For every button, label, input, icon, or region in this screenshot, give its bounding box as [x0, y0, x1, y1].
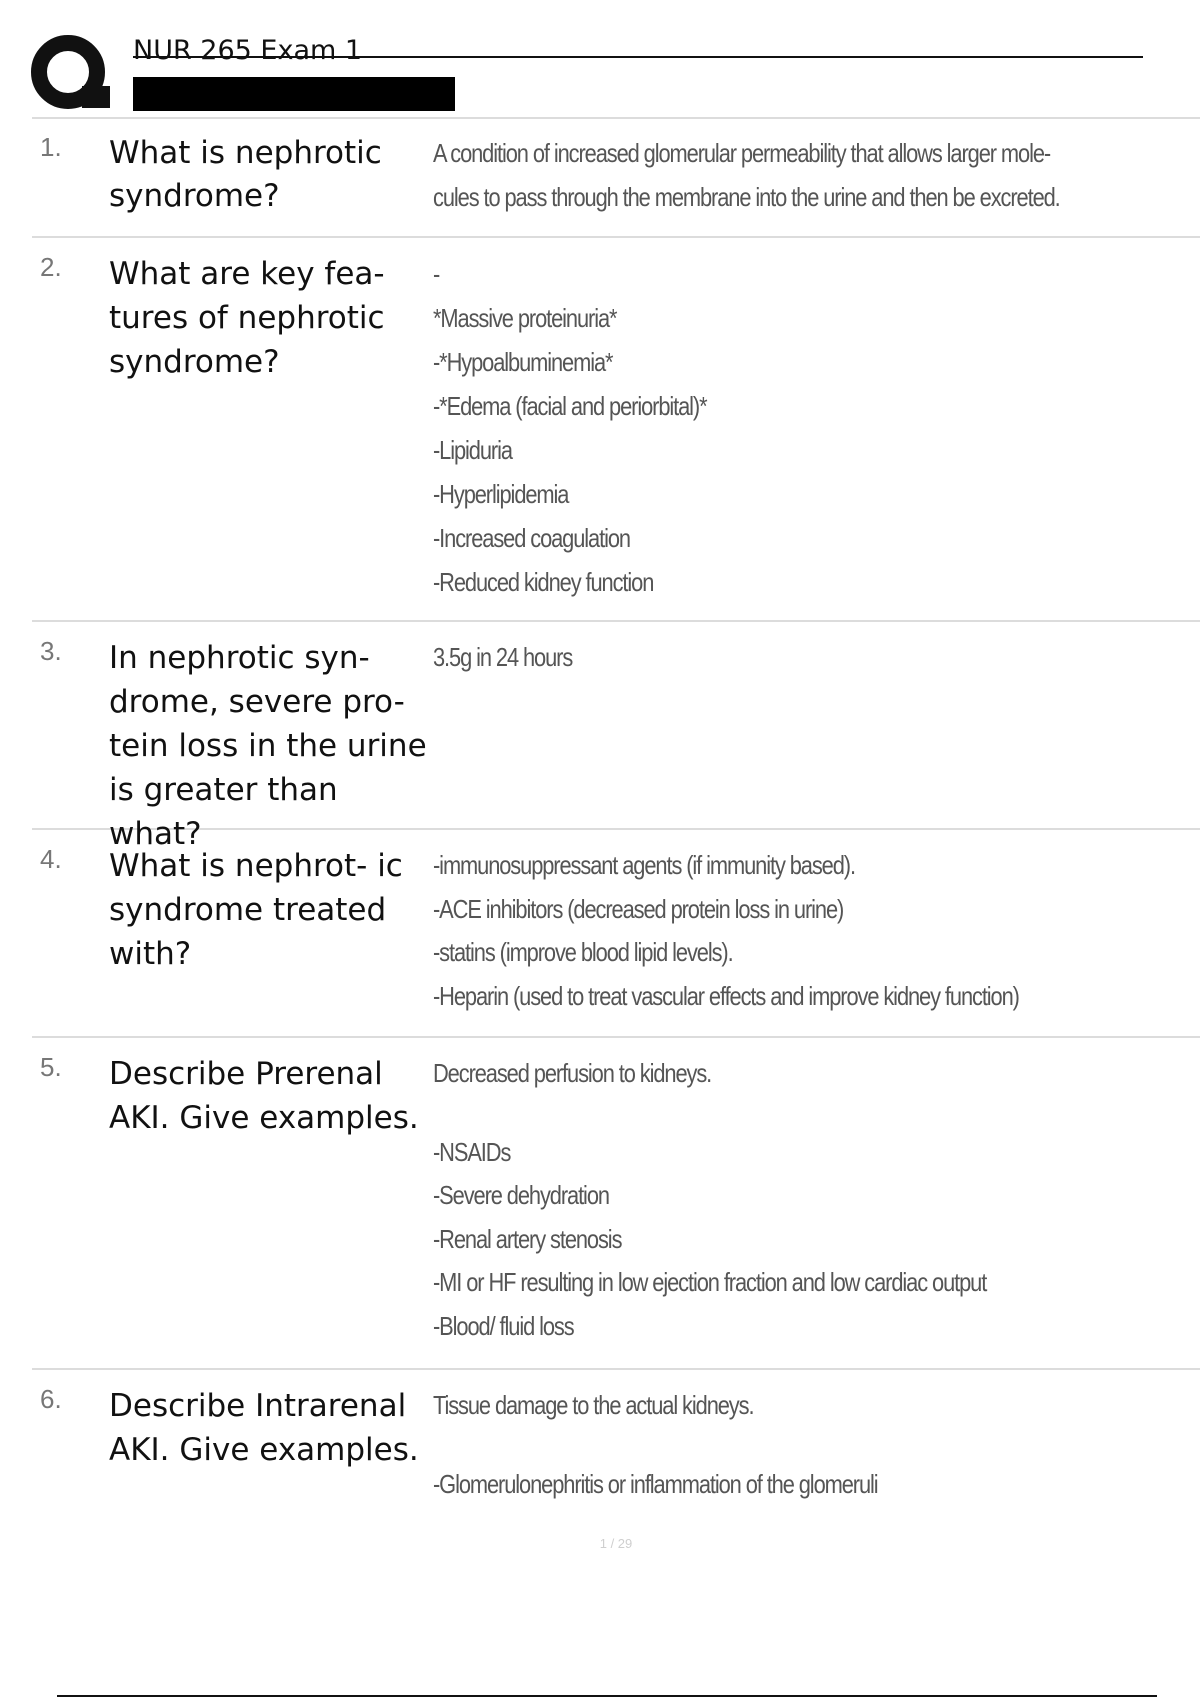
answer-line: -*Hypoalbuminemia* — [433, 347, 613, 377]
card-number: 5. — [40, 1052, 62, 1082]
card-number: 3. — [40, 636, 62, 666]
answer-line: -Heparin (used to treat vascular effects and improve kidney function) — [433, 980, 1019, 1011]
card-question: Describe Prerenal AKI. Give examples. — [109, 1056, 419, 1136]
answer-line: -Glomerulonephritis or inflammation of the glomeruli — [433, 1468, 878, 1499]
answer-line: -statins (improve blood lipid levels). — [433, 937, 733, 967]
answer-line: Tissue damage to the actual kidneys. — [433, 1390, 754, 1420]
flashcard-list — [32, 117, 1200, 1528]
answer-line: *Massive proteinuria* — [433, 303, 617, 333]
document-title: NUR 265 Exam 1 — [133, 35, 363, 66]
flashcard — [32, 828, 1200, 1036]
answer-line: cules to pass through the membrane into the urine and then be excreted. — [433, 181, 1060, 212]
card-answer — [433, 1052, 1077, 1368]
answer-gap — [433, 1096, 1077, 1131]
answer-line: -immunosuppressant agents (if immunity based). — [433, 850, 855, 880]
card-question: What is nephrotic syndrome? — [109, 135, 382, 214]
flashcard — [32, 1368, 1200, 1528]
answer-line: -ACE inhibitors (decreased protein loss in urine) — [433, 893, 844, 924]
card-number: 6. — [40, 1384, 62, 1414]
card-answer — [433, 844, 1077, 1036]
answer-line: 3.5g in 24 hours — [433, 642, 573, 672]
answer-line: -Increased coagulation — [433, 523, 630, 553]
card-number: 1. — [40, 132, 62, 162]
flashcard — [32, 620, 1200, 852]
q-logo-icon — [30, 32, 114, 116]
answer-line: -Renal artery stenosis — [433, 1223, 622, 1254]
answer-line: -MI or HF resulting in low ejection fraction and low cardiac output — [433, 1267, 987, 1297]
card-number: 4. — [40, 844, 62, 874]
card-number: 2. — [40, 252, 62, 282]
card-question: In nephrotic syn- drome, severe pro- tein loss in the urine is greater than what? — [109, 640, 427, 852]
answer-line: Decreased perfusion to kidneys. — [433, 1058, 712, 1088]
card-answer — [433, 252, 1077, 620]
answer-line: -NSAIDs — [433, 1136, 511, 1167]
page-indicator: 1 / 29 — [599, 1536, 633, 1551]
answer-line: -*Edema (facial and periorbital)* — [433, 391, 707, 421]
answer-line: -Reduced kidney function — [433, 567, 654, 597]
flashcard — [32, 236, 1200, 620]
answer-gap — [433, 1428, 1077, 1463]
answer-line: -Severe dehydration — [433, 1180, 609, 1210]
card-question: What are key fea- tures of nephrotic syndrome? — [109, 256, 385, 380]
header — [133, 34, 1143, 68]
bottom-rule — [57, 1695, 1157, 1697]
answer-line: - — [433, 259, 440, 289]
card-answer — [433, 132, 1077, 236]
answer-line: -Blood/ fluid loss — [433, 1310, 574, 1341]
card-answer — [433, 636, 1077, 828]
flashcard — [32, 1036, 1200, 1368]
card-question: Describe Intrarenal AKI. Give examples. — [109, 1388, 419, 1468]
answer-line: -Hyperlipidemia — [433, 479, 569, 509]
answer-line: -Lipiduria — [433, 435, 512, 465]
card-question: What is nephrot- ic syndrome treated with? — [109, 848, 403, 972]
redaction-bar — [133, 77, 455, 111]
card-answer — [433, 1384, 1077, 1528]
answer-line: A condition of increased glomerular permeability that allows larger mole- — [433, 138, 1051, 168]
flashcard — [32, 117, 1200, 236]
